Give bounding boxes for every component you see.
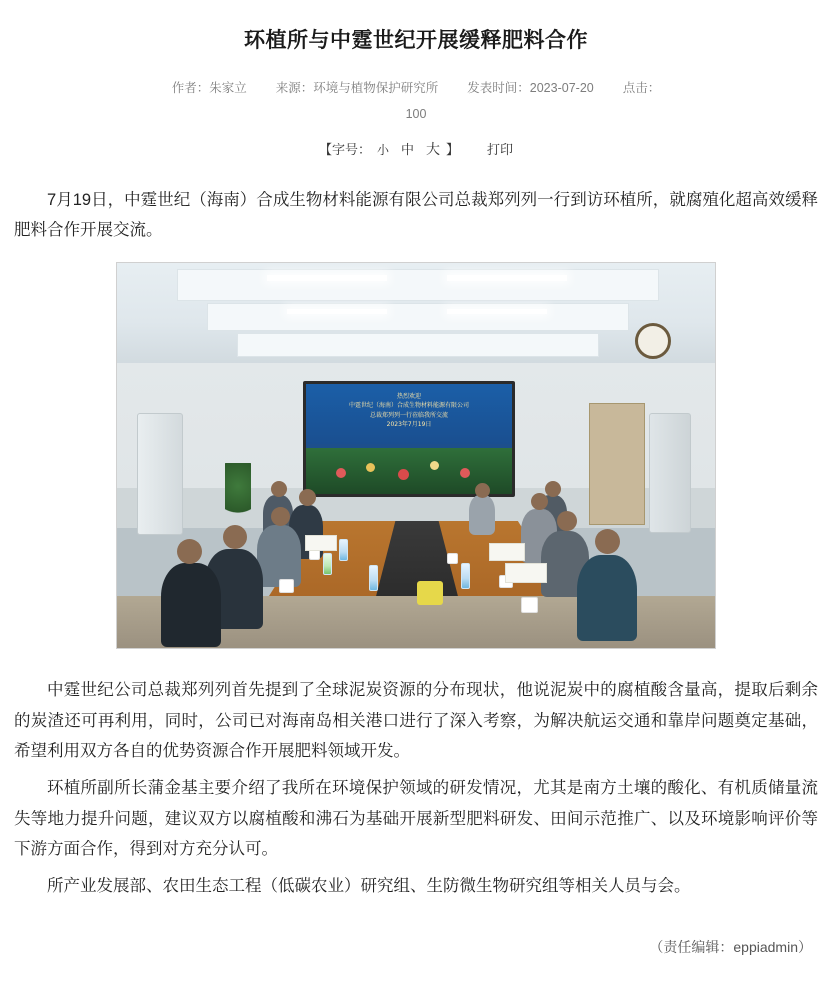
font-size-medium-button[interactable]: 中 bbox=[401, 141, 415, 157]
photo-paper-1 bbox=[489, 543, 525, 561]
meta-source bbox=[276, 81, 439, 95]
photo-bottle-2 bbox=[369, 565, 378, 591]
photo-presentation-screen bbox=[303, 381, 515, 497]
photo-ceiling-panel-3 bbox=[237, 333, 599, 357]
photo-person-left-5 bbox=[161, 563, 221, 647]
photo-ceiling-light-2 bbox=[447, 275, 567, 281]
meta-publish-time bbox=[467, 81, 593, 95]
photo-bottle-4 bbox=[323, 553, 332, 575]
photo-ceiling-panel-1 bbox=[177, 269, 659, 301]
paragraph-2: 中霆世纪公司总裁郑列列首先提到了全球泥炭资源的分布现状，他说泥炭中的腐植酸含量高，提取后剩余的炭渣还可再利用，同时，公司已对海南岛相关港口进行了深入考察，为解决航运交通和靠岸问题奠定基础，希望利用双方各自的优势资源合作开展肥料领域开发。 bbox=[14, 681, 818, 761]
bracket-close: 】 bbox=[446, 141, 460, 157]
meta-author-label: 作者： bbox=[171, 81, 210, 96]
photo-ceiling-light-4 bbox=[447, 309, 547, 314]
article-page bbox=[0, 26, 832, 957]
photo-person-right-4-head bbox=[595, 529, 620, 554]
editor-credit: （责任编辑：eppiadmin） bbox=[649, 939, 812, 956]
photo-cup-5 bbox=[521, 597, 538, 613]
photo-paper-3 bbox=[305, 535, 337, 551]
photo-bottle-1 bbox=[339, 539, 348, 561]
photo-person-right-3-head bbox=[557, 511, 577, 531]
photo-wall-clock bbox=[635, 323, 671, 359]
photo-person-head-table bbox=[469, 495, 495, 535]
article-meta bbox=[0, 77, 832, 127]
meeting-photo bbox=[116, 262, 716, 649]
photo-flower-5 bbox=[460, 468, 470, 478]
photo-person-head-table-head bbox=[475, 483, 490, 498]
paragraph-1: 7月19日，中霆世纪（海南）合成生物材料能源有限公司总裁郑列列一行到访环植所，就腐殖化超高效缓释肥料合作开展交流。 bbox=[14, 190, 818, 240]
article-figure bbox=[14, 262, 818, 660]
photo-flower-1 bbox=[336, 468, 346, 478]
bracket-open: 【 bbox=[318, 141, 332, 157]
photo-person-left-5-head bbox=[177, 539, 202, 564]
meta-hits-label: 点击： bbox=[622, 81, 661, 96]
photo-ceiling-light-3 bbox=[287, 309, 387, 314]
photo-person-right-2-head bbox=[531, 493, 548, 510]
photo-flower-4 bbox=[430, 461, 439, 470]
photo-person-left-4-head bbox=[223, 525, 247, 549]
photo-person-left-3-head bbox=[271, 507, 290, 526]
photo-person-left-2-head bbox=[299, 489, 316, 506]
meta-author-value: 朱家立 bbox=[209, 81, 247, 96]
meta-publish-label: 发表时间： bbox=[467, 81, 530, 96]
photo-bottle-3 bbox=[461, 563, 470, 589]
meta-source-label: 来源： bbox=[275, 81, 314, 96]
meta-source-value: 环境与植物保护研究所 bbox=[313, 81, 439, 96]
photo-flower-2 bbox=[366, 463, 375, 472]
fontsize-label: 字号： bbox=[331, 141, 371, 157]
photo-cup-2 bbox=[279, 579, 294, 593]
photo-person-left-1-head bbox=[271, 481, 287, 497]
meta-hits-value: 100 bbox=[405, 107, 427, 122]
paragraph-3: 环植所副所长蒲金基主要介绍了我所在环境保护领域的研发情况，尤其是南方土壤的酸化、有机质储量流失等地力提升问题，建议双方以腐植酸和沸石为基础开展新型肥料研发、田间示范推广、以及环境影响评价等下游方面合作，得到对方充分认可。 bbox=[14, 778, 818, 859]
photo-screen-text: 热烈欢迎 中霆世纪（海南）合成生物材料能源有限公司 总裁郑列列一行莅临我所交流 2023年7月19日 bbox=[348, 392, 469, 428]
photo-air-conditioner-left bbox=[137, 413, 183, 535]
photo-air-conditioner-right bbox=[649, 413, 691, 533]
print-button[interactable]: 打印 bbox=[487, 141, 514, 157]
photo-plant bbox=[225, 463, 251, 521]
photo-flower-3 bbox=[398, 469, 409, 480]
photo-person-right-1-head bbox=[545, 481, 561, 497]
photo-paper-2 bbox=[505, 563, 547, 583]
page-title: 环植所与中霆世纪开展缓释肥料合作 bbox=[244, 29, 588, 52]
photo-ceiling-panel-2 bbox=[207, 303, 629, 331]
font-size-large-button[interactable]: 大 bbox=[426, 140, 441, 157]
meta-author bbox=[172, 81, 247, 95]
photo-ceiling-light-1 bbox=[267, 275, 387, 281]
photo-person-right-4 bbox=[577, 555, 637, 641]
photo-cup-3 bbox=[447, 553, 458, 564]
article-tools bbox=[0, 139, 832, 159]
photo-yellow-bag bbox=[417, 581, 443, 605]
photo-person-left-3 bbox=[257, 525, 301, 587]
font-size-small-button[interactable]: 小 bbox=[376, 142, 389, 157]
meta-publish-value: 2023-07-20 bbox=[529, 81, 594, 96]
article-body bbox=[14, 185, 818, 901]
photo-door bbox=[589, 403, 645, 525]
paragraph-4: 所产业发展部、农田生态工程（低碳农业）研究组、生防微生物研究组等相关人员与会。 bbox=[47, 876, 691, 895]
